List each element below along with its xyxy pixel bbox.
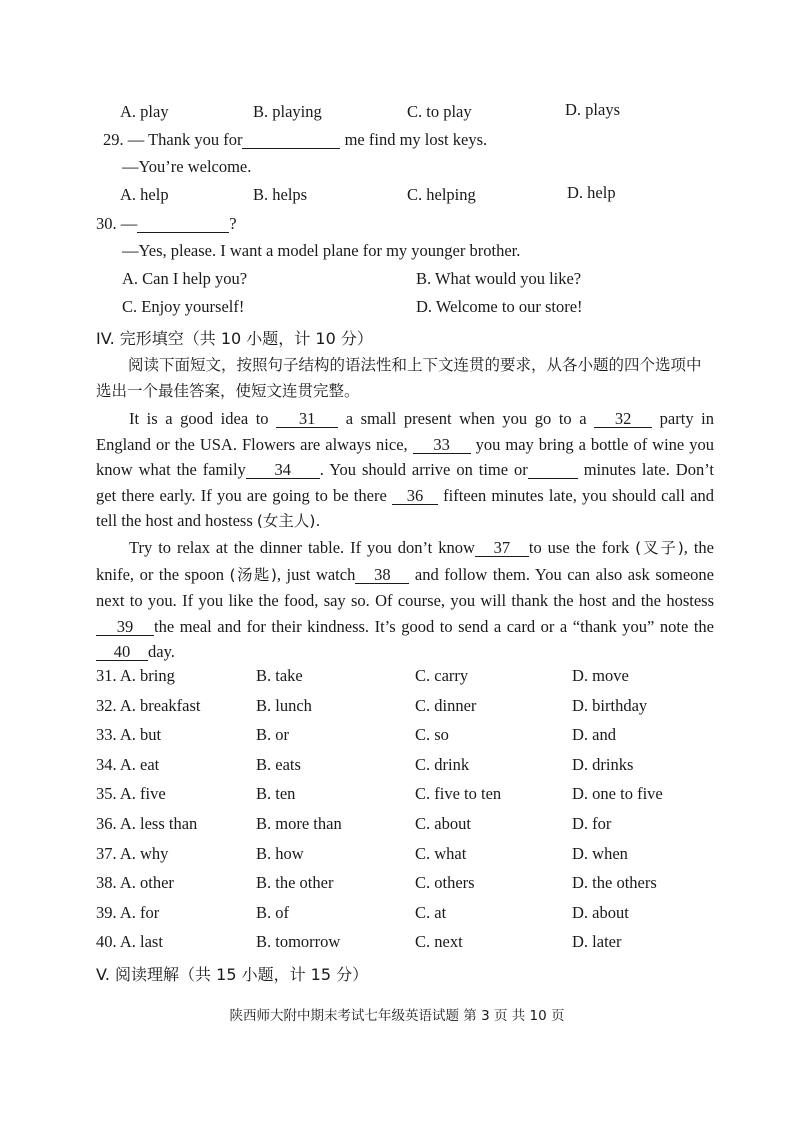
q30-option-b: B. What would you like? (416, 269, 582, 288)
cloze-option-31-d: D. move (572, 666, 629, 685)
cloze-option-31-a: 31. A. bring (96, 666, 175, 685)
section-5-title: V. 阅读理解（共 15 小题，计 15 分） (96, 965, 369, 984)
q28-option-d: D. plays (565, 100, 620, 119)
q29-stem (103, 130, 487, 150)
q30-option-a: A. Can I help you? (122, 269, 248, 288)
q29-option-c: C. helping (407, 185, 476, 204)
page-footer: 陕西师大附中期末考试七年级英语试题 第 3 页 共 10 页 (229, 1008, 565, 1024)
cloze-option-35-b: B. ten (256, 784, 296, 804)
q28-option-a: A. play (120, 102, 169, 121)
q29-suffix: me find my lost keys. (340, 130, 488, 149)
q30-prefix: 30. — (96, 214, 138, 233)
cloze-option-32-c: C. dinner (415, 695, 477, 715)
q29-answer-blank (242, 131, 340, 149)
q30-option-d: D. Welcome to our store! (416, 297, 583, 316)
cloze-option-36-b: B. more than (256, 814, 342, 833)
q29-prefix: 29. — Thank you for (103, 130, 243, 149)
q29-option-a: A. help (120, 185, 169, 204)
q29-reply: —You’re welcome. (122, 157, 252, 176)
cloze-option-35-d: D. one to five (572, 784, 663, 804)
cloze-option-36-d: D. for (572, 814, 612, 833)
cloze-option-33-a: 33. A. but (96, 725, 162, 745)
q28-option-c: C. to play (407, 102, 472, 121)
cloze-option-33-c: C. so (415, 725, 449, 745)
q29-option-b: B. helps (253, 185, 308, 204)
blank-38: 38 (355, 566, 409, 584)
blank-37: 37 (475, 539, 529, 557)
section-4-title: IV. 完形填空（共 10 小题，计 10 分） (96, 329, 373, 348)
cloze-option-39-b: B. of (256, 902, 289, 922)
cloze-option-39-c: C. at (415, 902, 447, 922)
blank-40: 40 (96, 643, 148, 661)
cloze-option-31-c: C. carry (415, 666, 469, 685)
cloze-option-34-b: B. eats (256, 754, 301, 774)
cloze-option-36-c: C. about (415, 814, 471, 833)
cloze-option-37-c: C. what (415, 843, 467, 863)
q30-reply: —Yes, please. I want a model plane for my younger brother. (122, 241, 521, 260)
cloze-option-37-b: B. how (256, 843, 304, 863)
cloze-option-40-c: C. next (415, 932, 463, 952)
q29-option-d: D. help (567, 183, 616, 202)
cloze-option-39-a: 39. A. for (96, 902, 160, 922)
q30-stem (96, 214, 237, 234)
cloze-option-37-d: D. when (572, 843, 628, 863)
blank-35 (528, 461, 578, 479)
cloze-option-38-d: D. the others (572, 873, 657, 893)
cloze-option-31-b: B. take (256, 666, 303, 685)
section-4-instruction: 阅读下面短文，按照句子结构的语法性和上下文连贯的要求，从各小题的四个选项中选出一个最佳答案，使短文连贯完整。 (96, 356, 702, 400)
cloze-option-33-b: B. or (256, 725, 289, 745)
cloze-option-40-a: 40. A. last (96, 932, 163, 952)
q30-answer-blank (137, 215, 229, 233)
blank-36: 36 (392, 487, 438, 505)
cloze-option-32-b: B. lunch (256, 695, 312, 715)
cloze-option-39-d: D. about (572, 902, 629, 922)
cloze-option-38-a: 38. A. other (96, 873, 174, 893)
cloze-option-34-c: C. drink (415, 754, 470, 774)
cloze-option-38-b: B. the other (256, 873, 334, 893)
cloze-option-38-c: C. others (415, 873, 475, 893)
passage-paragraph-2: Try to relax at the dinner table. If you don’t know 37 to use the fork (叉子), the knife, or the spoon (汤匙), just watch 38 and follow them. You can also ask someone next to you. If you like the food, say so. Of course, you will thank the host and the hostess39 the meal and for their kindness. It’s good to send a card or a “thank you” note the 40 day. (96, 538, 714, 661)
blank-34: 34 (246, 461, 320, 479)
q28-option-b: B. playing (253, 102, 322, 121)
cloze-option-32-a: 32. A. breakfast (96, 695, 201, 715)
cloze-option-33-d: D. and (572, 725, 616, 745)
cloze-option-36-a: 36. A. less than (96, 814, 198, 833)
cloze-option-32-d: D. birthday (572, 695, 648, 715)
q30-suffix: ? (229, 214, 237, 233)
blank-33: 33 (413, 436, 471, 454)
cloze-option-35-a: 35. A. five (96, 784, 166, 804)
cloze-option-40-b: B. tomorrow (256, 932, 341, 952)
cloze-option-37-a: 37. A. why (96, 843, 169, 863)
cloze-option-40-d: D. later (572, 932, 622, 952)
cloze-option-35-c: C. five to ten (415, 784, 502, 804)
cloze-option-34-a: 34. A. eat (96, 754, 160, 774)
cloze-option-34-d: D. drinks (572, 754, 634, 774)
blank-39: 39 (96, 618, 154, 636)
blank-32: 32 (594, 410, 652, 428)
q30-option-c: C. Enjoy yourself! (122, 297, 245, 316)
passage-paragraph-1: It is a good idea to 31 a small present when you go to a 32 party in England or the USA. Flowers are always nice, 33 you may bring a bottle of wine you know what the family 34 . You should arrive on time or minutes late. Don’t get there early. If you are going to be there 36 fifteen minutes late, you should call and tell the host and hostess (女主人). (96, 409, 714, 530)
blank-31: 31 (276, 410, 338, 428)
